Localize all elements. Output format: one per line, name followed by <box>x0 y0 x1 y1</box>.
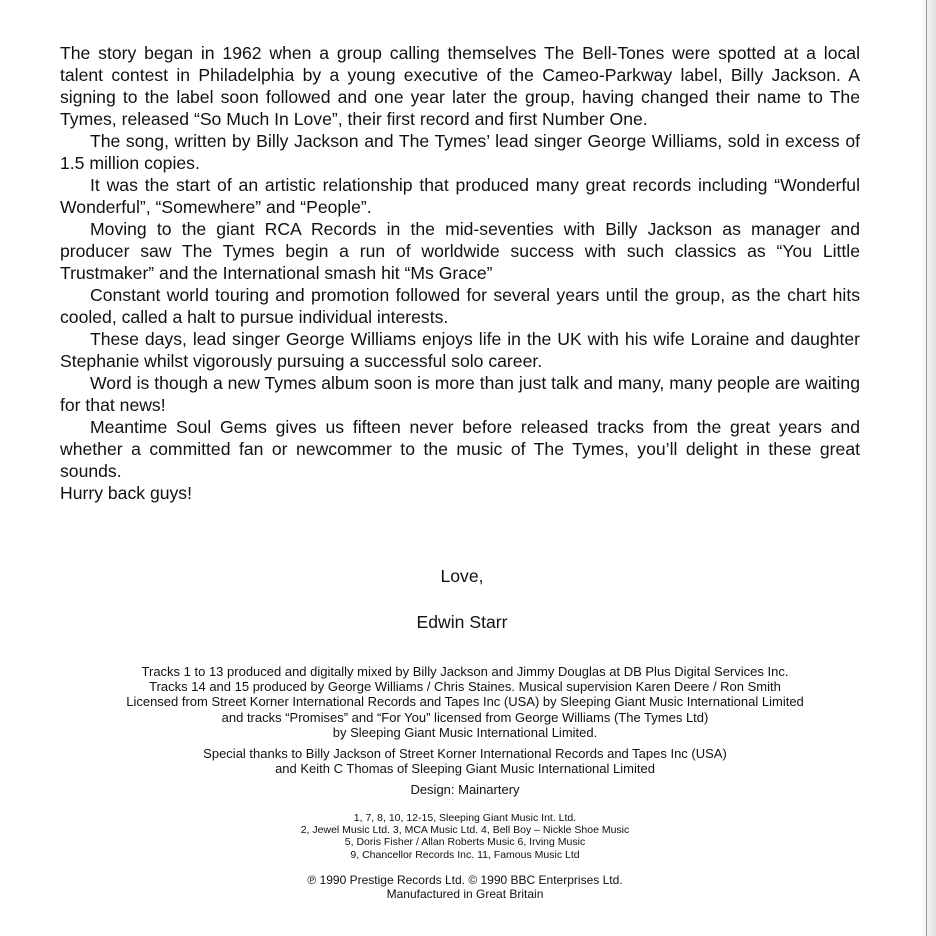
credits-block <box>60 664 870 907</box>
story-paragraph: Moving to the giant RCA Records in the mid-seventies with Billy Jackson as manager and producer saw The Tymes begin a run of worldwide success with such classics as “You Little Trustmaker” and the International smash hit “Ms Grace” <box>60 219 860 283</box>
legal-line: Manufactured in Great Britain <box>386 886 544 901</box>
page-edge-shadow <box>920 0 936 936</box>
copyright-line: 1, 7, 8, 10, 12-15, Sleeping Giant Music Int. Ltd. <box>353 811 577 824</box>
story-paragraph: Meantime Soul Gems gives us fifteen never before released tracks from the great years and whether a committed fan or newcommer to the music of The Tymes, you’ll delight in these great sounds. <box>60 417 860 481</box>
story-paragraph: Word is though a new Tymes album soon is more than just talk and many, many people are waiting for that news! <box>60 373 860 415</box>
story-paragraph: The story began in 1962 when a group calling themselves The Bell-Tones were spotted at a local talent contest in Philadelphia by a young executive of the Cameo-Parkway label, Billy Jackson. A signing to the label soon followed and one year later the group, having changed their name to The Tymes, released “So Much In Love”, their first record and first Number One. <box>60 43 860 129</box>
page-edge-line <box>926 0 927 936</box>
design-credit: Design: Mainartery <box>410 782 520 798</box>
production-credits <box>60 664 870 740</box>
story-paragraph: Constant world touring and promotion followed for several years until the group, as the chart hits cooled, called a halt to pursue individual interests. <box>60 285 860 327</box>
closing-salutation: Love, <box>440 566 484 586</box>
story-paragraph: Hurry back guys! <box>60 483 192 503</box>
thanks-line: and Keith C Thomas of Sleeping Giant Music International Limited <box>275 761 655 777</box>
credit-line: Tracks 14 and 15 produced by George Williams / Chris Staines. Musical supervision Karen Deere / Ron Smith <box>149 679 781 695</box>
copyright-line: 2, Jewel Music Ltd. 3, MCA Music Ltd. 4, Bell Boy – Nickle Shoe Music <box>300 823 630 836</box>
story-paragraph: The song, written by Billy Jackson and The Tymes’ lead singer George Williams, sold in excess of 1.5 million copies. <box>60 131 860 173</box>
credit-line: and tracks “Promises” and “For You” licensed from George Williams (The Tymes Ltd) <box>221 709 709 725</box>
publishing-copyrights <box>60 812 870 861</box>
credit-line: by Sleeping Giant Music International Limited. <box>332 724 598 740</box>
legal-notice <box>60 873 870 901</box>
legal-line: ℗ 1990 Prestige Records Ltd. © 1990 BBC Enterprises Ltd. <box>307 872 623 887</box>
special-thanks <box>60 746 870 776</box>
copyright-line: 5, Doris Fisher / Allan Roberts Music 6, Irving Music <box>344 836 586 849</box>
credit-line: Licensed from Street Korner International Records and Tapes Inc (USA) by Sleeping Giant Music International Limited <box>126 694 804 710</box>
story-paragraph: It was the start of an artistic relationship that produced many great records including “Wonderful Wonderful”, “Somewhere” and “People”. <box>60 175 860 217</box>
copyright-line: 9, Chancellor Records Inc. 11, Famous Music Ltd <box>350 848 580 861</box>
liner-notes-story <box>60 42 860 504</box>
signature-name: Edwin Starr <box>416 612 508 632</box>
thanks-line: Special thanks to Billy Jackson of Street Korner International Records and Tapes Inc (USA) <box>203 746 727 762</box>
credit-line: Tracks 1 to 13 produced and digitally mixed by Billy Jackson and Jimmy Douglas at DB Plus Digital Services Inc. <box>141 664 789 679</box>
story-paragraph: These days, lead singer George Williams enjoys life in the UK with his wife Loraine and daughter Stephanie whilst vigorously pursuing a successful solo career. <box>60 329 860 371</box>
